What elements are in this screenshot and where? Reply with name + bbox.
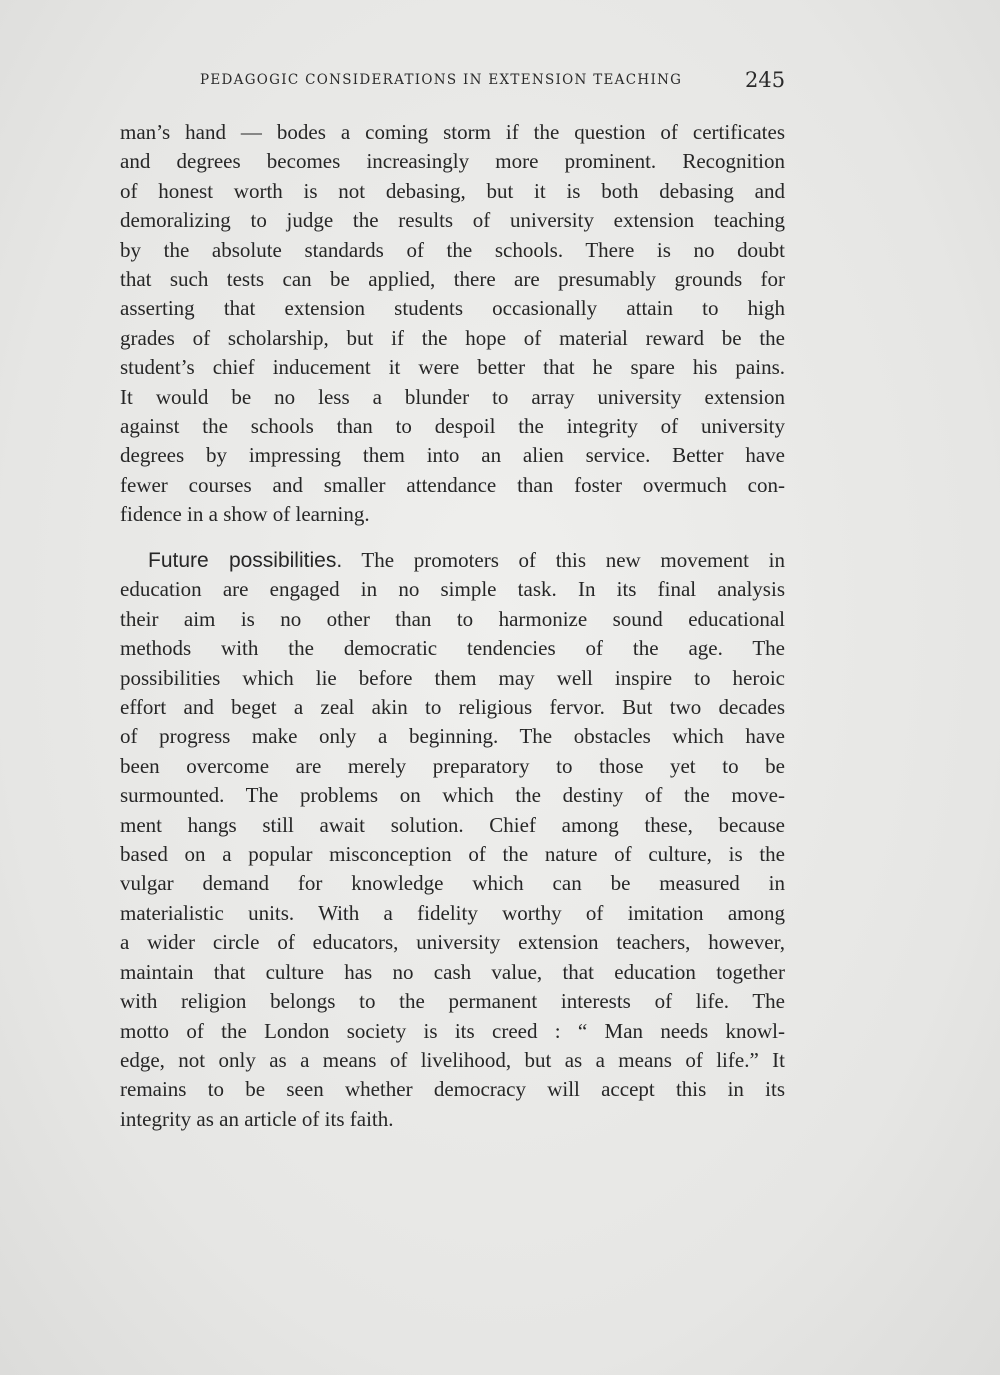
running-head: PEDAGOGIC CONSIDERATIONS IN EXTENSION TEACHING: [200, 72, 683, 88]
text-line: effort and beget a zeal akin to religious fervor. But two decades: [120, 695, 785, 720]
text-line: student’s chief inducement it were better that he spare his pains.: [120, 355, 785, 380]
text-line: demoralizing to judge the results of university extension teaching: [120, 208, 785, 233]
first-line-text: The promoters of this new movement in: [342, 548, 785, 572]
text-line: based on a popular misconception of the nature of culture, is the: [120, 842, 785, 867]
text-line: possibilities which lie before them may well inspire to heroic: [120, 665, 785, 690]
text-line: edge, not only as a means of livelihood, but as a means of life.” It: [120, 1047, 785, 1072]
text-line: asserting that extension students occasionally attain to high: [120, 296, 785, 321]
page-number: 245: [745, 68, 786, 92]
text-line: fidence in a show of learning.: [120, 502, 370, 527]
paragraph-2: [120, 546, 785, 1134]
text-line: ment hangs still await solution. Chief among these, because: [120, 812, 785, 837]
text-line: methods with the democratic tendencies of the age. The: [120, 636, 785, 661]
text-line: been overcome are merely preparatory to those yet to be: [120, 753, 785, 778]
text-line: by the absolute standards of the schools. There is no doubt: [120, 237, 785, 262]
text-line: with religion belongs to the permanent interests of life. The: [120, 989, 785, 1014]
paragraph-1: [120, 118, 785, 530]
text-line: surmounted. The problems on which the destiny of the move-: [120, 783, 785, 808]
section-heading: Future possibilities.: [148, 549, 343, 572]
text-line: motto of the London society is its creed : “ Man needs knowl-: [120, 1018, 785, 1043]
text-line: grades of scholarship, but if the hope of material reward be the: [120, 325, 785, 350]
paragraph-2-last-line: integrity as an article of its faith.: [120, 1106, 394, 1131]
text-line: a wider circle of educators, university extension teachers, however,: [120, 930, 785, 955]
text-line: education are engaged in no simple task. In its final analysis: [120, 577, 785, 602]
text-line: It would be no less a blunder to array university extension: [120, 384, 785, 409]
text-line: fewer courses and smaller attendance than foster overmuch con-: [120, 472, 785, 497]
text-line: man’s hand — bodes a coming storm if the question of certificates: [120, 120, 785, 144]
text-line: against the schools than to despoil the integrity of university: [120, 414, 785, 439]
text-line: maintain that culture has no cash value, that education together: [120, 959, 785, 984]
paragraph-2-body: [120, 575, 785, 1104]
text-line: of honest worth is not debasing, but it is both debasing and: [120, 178, 785, 203]
text-line: of progress make only a beginning. The obstacles which have: [120, 724, 785, 749]
text-line: their aim is no other than to harmonize sound educational: [120, 606, 785, 631]
paragraph-2-first-line: [120, 546, 785, 575]
text-line: materialistic units. With a fidelity worthy of imitation among: [120, 900, 785, 925]
text-line: that such tests can be applied, there are presumably grounds for: [120, 267, 785, 292]
text-line: vulgar demand for knowledge which can be measured in: [120, 871, 785, 896]
text-line: and degrees becomes increasingly more prominent. Recognition: [120, 149, 785, 174]
text-line: degrees by impressing them into an alien service. Better have: [120, 443, 785, 468]
text-line: remains to be seen whether democracy will accept this in its: [120, 1077, 785, 1102]
